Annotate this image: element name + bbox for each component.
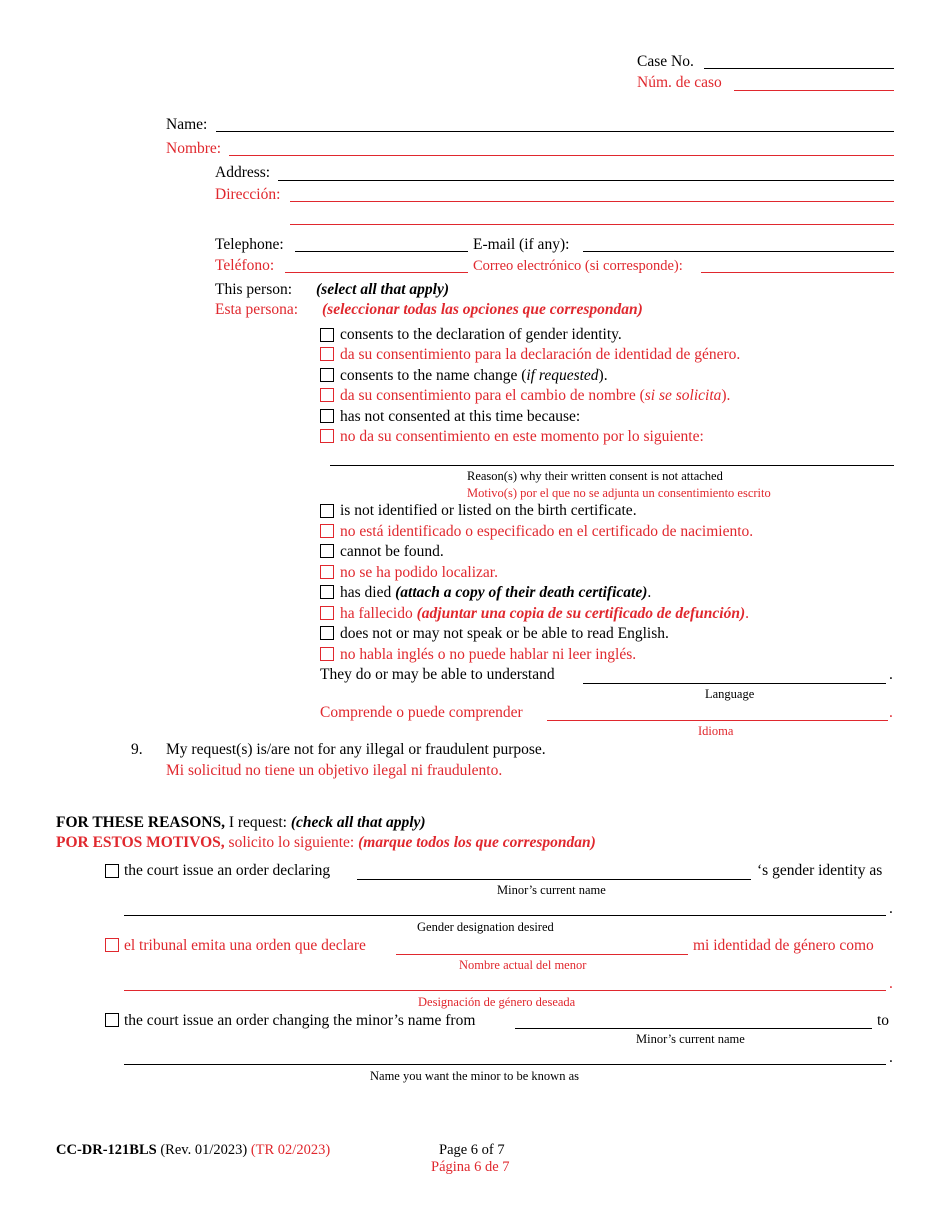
english-text: does not or may not speak or be able to read English. — [340, 625, 669, 642]
not-found-text-es: no se ha podido localizar. — [340, 564, 498, 581]
footer-page: Page 6 of 7 — [439, 1142, 505, 1158]
language-caption-es: Idioma — [698, 724, 734, 738]
telephone-label: Telephone: — [215, 236, 284, 253]
name-known-caption: Name you want the minor to be known as — [370, 1069, 579, 1083]
consent-name-text: consents to the name change (if requested). — [340, 367, 608, 384]
not-consented-checkbox[interactable] — [320, 409, 334, 423]
email-field[interactable] — [583, 251, 894, 252]
gender-line-end: . — [889, 900, 893, 917]
english-checkbox[interactable] — [320, 626, 334, 640]
address-field[interactable] — [278, 180, 894, 181]
reason-field[interactable] — [330, 465, 894, 466]
died-checkbox[interactable] — [320, 585, 334, 599]
language-field[interactable] — [583, 683, 886, 684]
name-label-es: Nombre: — [166, 140, 222, 157]
reasons-heading-es: POR ESTOS MOTIVOS, solicito lo siguiente: (marque todos los que correspondan) — [56, 834, 596, 851]
name-order-text: the court issue an order changing the minor’s name from — [124, 1012, 476, 1029]
case-no-label-es: Núm. de caso — [637, 74, 722, 91]
not-listed-text-es: no está identificado o especificado en el certificado de nacimiento. — [340, 523, 754, 540]
consent-name-checkbox-es[interactable] — [320, 388, 334, 402]
this-person-instruction: (select all that apply) — [316, 281, 450, 298]
died-text: has died (attach a copy of their death certificate). — [340, 584, 652, 601]
english-text-es: no habla inglés o no puede hablar ni leer inglés. — [340, 646, 637, 663]
item9-text: My request(s) is/are not for any illegal or fraudulent purpose. — [166, 741, 546, 758]
email-label-es: Correo electrónico (si corresponde): — [473, 258, 683, 274]
telephone-field[interactable] — [295, 251, 468, 252]
consent-gender-checkbox-es[interactable] — [320, 347, 334, 361]
address-field-es-line2[interactable] — [290, 224, 894, 225]
language-field-es[interactable] — [547, 720, 888, 721]
understand-label-es: Comprende o puede comprender — [320, 704, 523, 721]
understand-end-es: . — [889, 704, 893, 721]
address-label-es: Dirección: — [215, 186, 281, 203]
not-found-checkbox-es[interactable] — [320, 565, 334, 579]
footer-page-es: Página 6 de 7 — [431, 1159, 510, 1175]
not-consented-text-es: no da su consentimiento en este momento por lo siguiente: — [340, 428, 704, 445]
consent-gender-text: consents to the declaration of gender identity. — [340, 326, 622, 343]
not-listed-checkbox[interactable] — [320, 504, 334, 518]
minor-current-name-field[interactable] — [357, 879, 751, 880]
reasons-heading: FOR THESE REASONS, I request: (check all that apply) — [56, 814, 426, 831]
name-order-to: to — [877, 1012, 890, 1029]
name-line-end: . — [889, 1049, 893, 1066]
gender-suffix: ‘s gender identity as — [757, 862, 883, 879]
minor-current-name-field-es[interactable] — [396, 954, 688, 955]
gender-order-text-es: el tribunal emita una orden que declare — [124, 937, 366, 954]
not-listed-checkbox-es[interactable] — [320, 524, 334, 538]
gender-desired-field-es[interactable] — [124, 990, 886, 991]
minor-current-name-caption: Minor’s current name — [497, 883, 606, 897]
not-consented-text: has not consented at this time because: — [340, 408, 581, 425]
not-found-checkbox[interactable] — [320, 544, 334, 558]
gender-suffix-es: mi identidad de género como — [693, 937, 874, 954]
minor-current-name-caption-es: Nombre actual del menor — [459, 958, 587, 972]
name-known-field[interactable] — [124, 1064, 886, 1065]
gender-line-end-es: . — [889, 975, 893, 992]
address-label: Address: — [215, 164, 271, 181]
understand-label: They do or may be able to understand — [320, 666, 555, 683]
email-field-es[interactable] — [701, 272, 894, 273]
gender-desired-field[interactable] — [124, 915, 886, 916]
gender-desired-caption-es: Designación de género deseada — [418, 995, 576, 1009]
english-checkbox-es[interactable] — [320, 647, 334, 661]
reason-caption-es: Motivo(s) por el que no se adjunta un consentimiento escrito — [467, 486, 771, 500]
case-no-field-es[interactable] — [734, 90, 894, 91]
item9-number: 9. — [131, 741, 143, 758]
case-no-label: Case No. — [637, 53, 694, 70]
gender-order-text: the court issue an order declaring — [124, 862, 331, 879]
telephone-field-es[interactable] — [285, 272, 468, 273]
this-person-label-es: Esta persona: — [215, 301, 299, 318]
footer-form-id: CC-DR-121BLS (Rev. 01/2023) (TR 02/2023) — [56, 1142, 331, 1158]
gender-order-checkbox[interactable] — [105, 864, 119, 878]
gender-desired-caption: Gender designation desired — [417, 920, 554, 934]
died-checkbox-es[interactable] — [320, 606, 334, 620]
telephone-label-es: Teléfono: — [215, 257, 275, 274]
consent-gender-checkbox[interactable] — [320, 328, 334, 342]
name-label: Name: — [166, 116, 208, 133]
reason-caption: Reason(s) why their written consent is not attached — [467, 469, 723, 483]
name-field[interactable] — [216, 131, 894, 132]
case-no-field[interactable] — [704, 68, 894, 69]
email-label: E-mail (if any): — [473, 236, 570, 253]
consent-name-text-es: da su consentimiento para el cambio de nombre (si se solicita). — [340, 387, 731, 404]
this-person-label: This person: — [215, 281, 293, 298]
not-listed-text: is not identified or listed on the birth certificate. — [340, 502, 637, 519]
name-field-es[interactable] — [229, 155, 894, 156]
this-person-instruction-es: (seleccionar todas las opciones que correspondan) — [322, 301, 643, 318]
language-caption: Language — [705, 687, 755, 701]
address-field-es[interactable] — [290, 201, 894, 202]
minor-current-name-caption-2: Minor’s current name — [636, 1032, 745, 1046]
item9-text-es: Mi solicitud no tiene un objetivo ilegal ni fraudulento. — [166, 762, 503, 779]
gender-order-checkbox-es[interactable] — [105, 938, 119, 952]
minor-current-name-field-2[interactable] — [515, 1028, 872, 1029]
consent-gender-text-es: da su consentimiento para la declaración de identidad de género. — [340, 346, 741, 363]
understand-end: . — [889, 666, 893, 683]
consent-name-checkbox[interactable] — [320, 368, 334, 382]
not-found-text: cannot be found. — [340, 543, 444, 560]
name-order-checkbox[interactable] — [105, 1013, 119, 1027]
not-consented-checkbox-es[interactable] — [320, 429, 334, 443]
died-text-es: ha fallecido (adjuntar una copia de su certificado de defunción). — [340, 605, 749, 622]
